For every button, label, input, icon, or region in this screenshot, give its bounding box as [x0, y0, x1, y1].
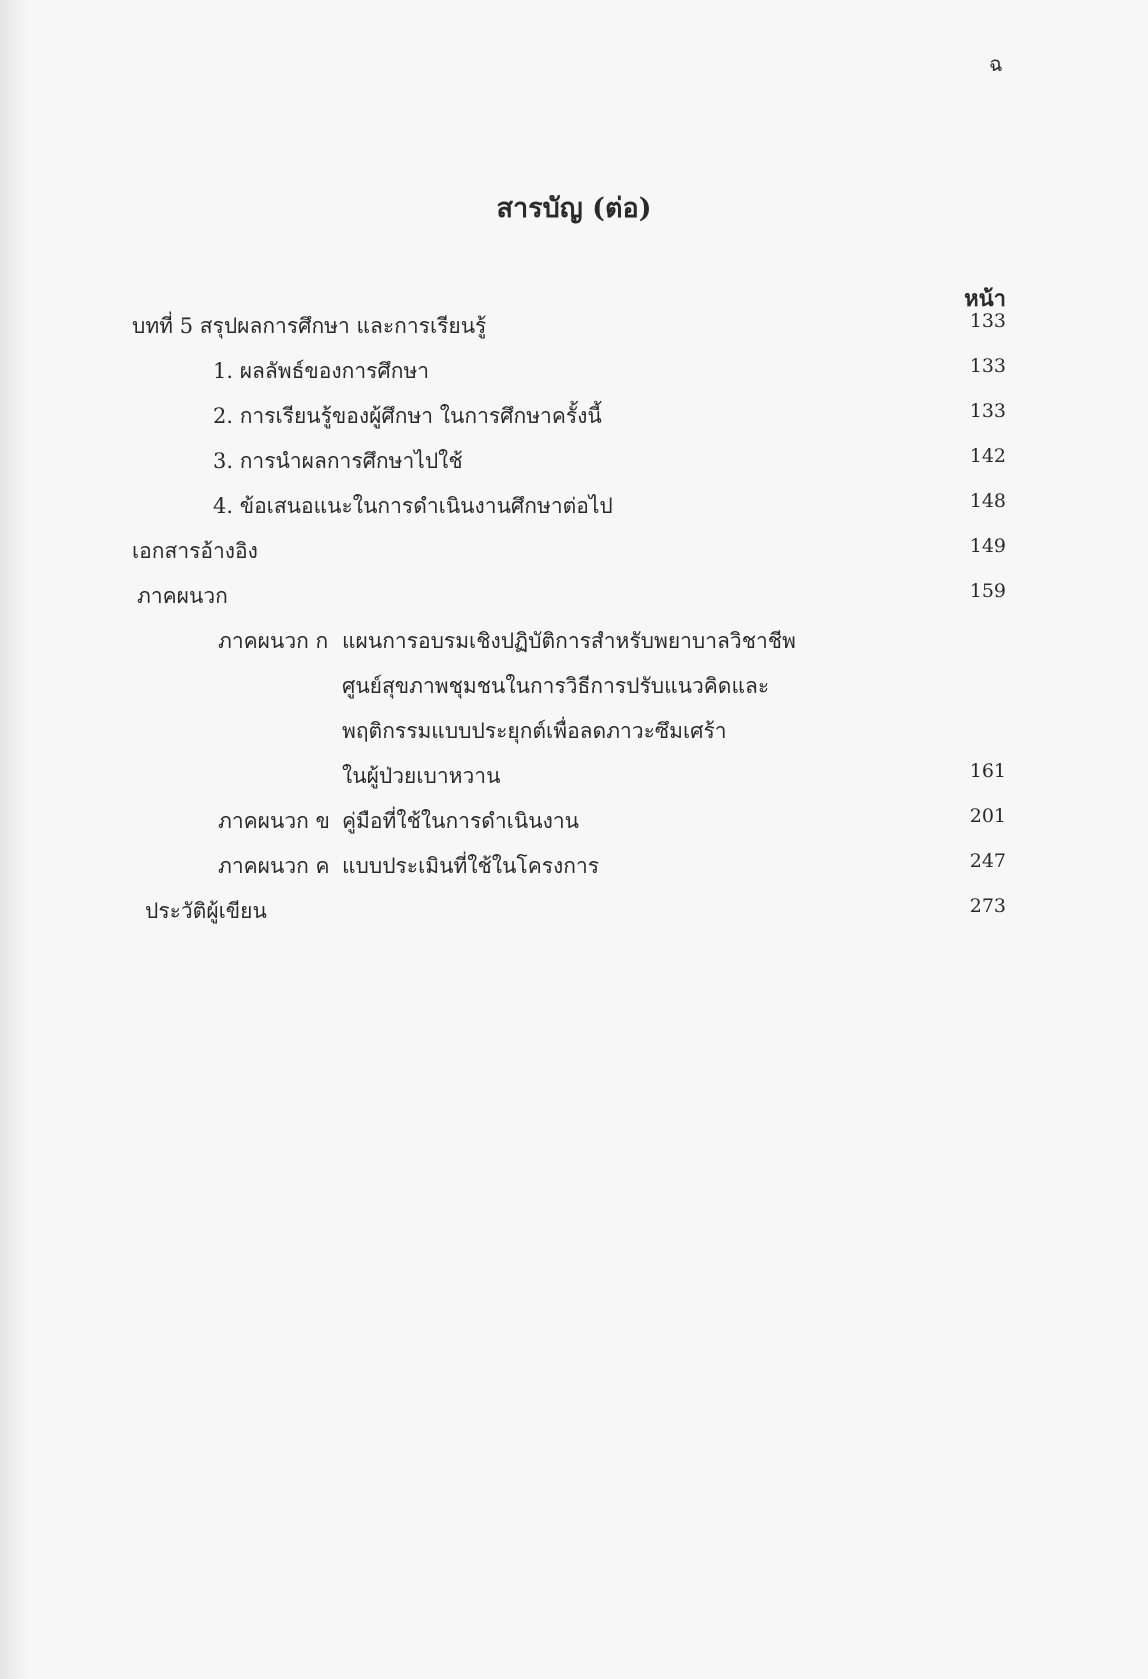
toc-entry-page: 142	[969, 445, 1006, 467]
toc-entry-page: 133	[969, 400, 1006, 422]
toc-entry-label: ประวัติผู้เขียน	[145, 899, 267, 923]
toc-entry-continuation	[0, 760, 1148, 794]
toc-entry	[0, 490, 1148, 524]
scan-edge-shadow	[0, 0, 28, 1679]
toc-entry-label: ภาคผนวก	[137, 584, 228, 608]
toc-entry-label: 1. ผลลัพธ์ของการศึกษา	[213, 359, 430, 383]
toc-entry-page: 149	[969, 535, 1006, 557]
toc-entry-page: 148	[969, 490, 1006, 512]
toc-entry-label: คู่มือที่ใช้ในการดำเนินงาน	[342, 809, 579, 833]
toc-entry-continuation	[0, 715, 1148, 749]
toc-entry-label: ในผู้ป่วยเบาหวาน	[342, 764, 501, 788]
toc-entry	[0, 625, 1148, 659]
toc-entry-label: พฤติกรรมแบบประยุกต์เพื่อลดภาวะซึมเศร้า	[342, 719, 727, 743]
toc-entry-label: แบบประเมินที่ใช้ในโครงการ	[342, 854, 600, 878]
toc-entry-page: 133	[969, 310, 1006, 332]
page-column-header: หน้า	[964, 286, 1006, 312]
toc-entry	[0, 400, 1148, 434]
toc-entry	[0, 850, 1148, 884]
toc-entry	[0, 805, 1148, 839]
toc-entry-label: แผนการอบรมเชิงปฏิบัติการสำหรับพยาบาลวิชาชีพ	[342, 629, 796, 653]
toc-entry	[0, 310, 1148, 344]
toc-entry-page: 247	[969, 850, 1006, 872]
toc-entry-page: 159	[969, 580, 1006, 602]
toc-entry-label: บทที่ 5 สรุปผลการศึกษา และการเรียนรู้	[132, 314, 487, 338]
page-number: ฉ	[989, 52, 1003, 76]
toc-entry-page: 133	[969, 355, 1006, 377]
page-title: สารบัญ (ต่อ)	[496, 193, 652, 224]
toc-entry-label: เอกสารอ้างอิง	[132, 539, 258, 563]
toc-entry-page: 201	[969, 805, 1006, 827]
toc-entry	[0, 355, 1148, 389]
toc-entry-prefix: ภาคผนวก ข	[218, 809, 330, 833]
toc-entry	[0, 535, 1148, 569]
toc-entry-prefix: ภาคผนวก ก	[218, 629, 329, 653]
toc-entry	[0, 580, 1148, 614]
toc-entry-label: 4. ข้อเสนอแนะในการดำเนินงานศึกษาต่อไป	[213, 494, 613, 518]
toc-entry-prefix: ภาคผนวก ค	[218, 854, 330, 878]
toc-entry-page: 161	[969, 760, 1006, 782]
toc-entry-page: 273	[969, 895, 1006, 917]
toc-entry-label: ศูนย์สุขภาพชุมชนในการวิธีการปรับแนวคิดและ	[342, 674, 770, 698]
toc-entry	[0, 445, 1148, 479]
toc-entry	[0, 895, 1148, 929]
toc-entry-label: 2. การเรียนรู้ของผู้ศึกษา ในการศึกษาครั้งนี้	[213, 404, 602, 428]
toc-entry-continuation	[0, 670, 1148, 704]
toc-entry-label: 3. การนำผลการศึกษาไปใช้	[213, 449, 463, 473]
